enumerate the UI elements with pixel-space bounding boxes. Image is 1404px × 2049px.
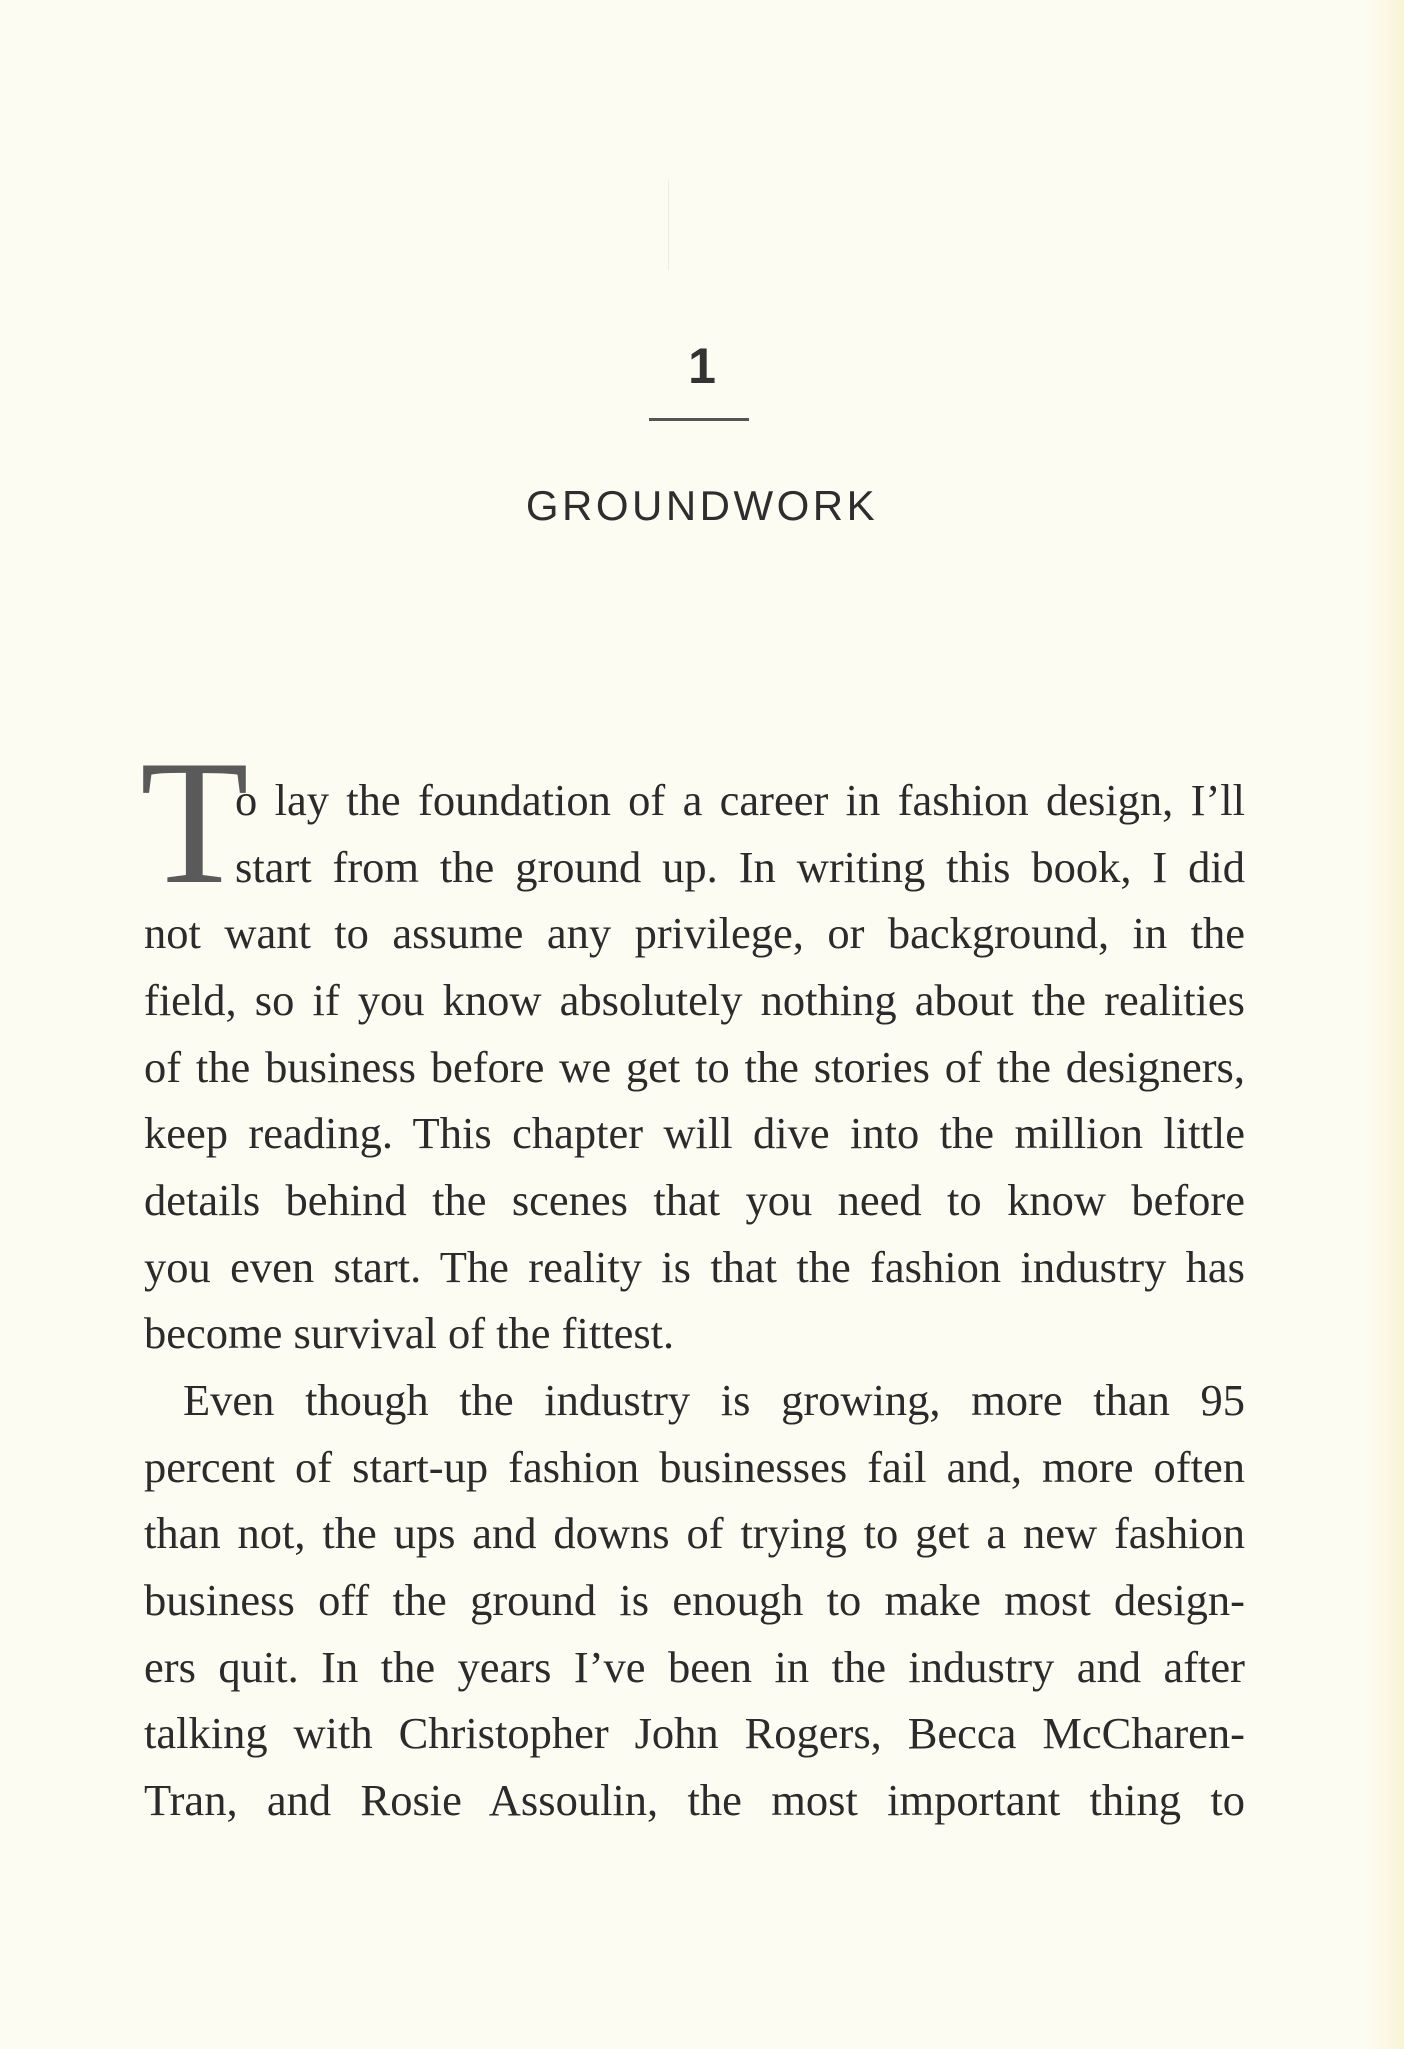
text-line: you even start. The reality is that the fashion industry has [144, 1242, 1245, 1292]
scan-crease [668, 180, 669, 270]
drop-cap: T [140, 723, 249, 921]
chapter-rule-divider [649, 418, 749, 421]
text-line: o lay the foundation of a career in fashion design, I’ll [235, 775, 1245, 825]
text-line: not want to assume any privilege, or background, in the [144, 908, 1245, 958]
text-line: than not, the ups and downs of trying to get a new fashion [144, 1508, 1245, 1558]
text-line: details behind the scenes that you need to know before [144, 1175, 1245, 1225]
text-line: percent of start-up fashion businesses fail and, more often [144, 1442, 1245, 1492]
text-line: start from the ground up. In writing this book, I did [235, 842, 1245, 892]
text-line: business off the ground is enough to make most design- [144, 1575, 1245, 1625]
text-line: ers quit. In the years I’ve been in the industry and after [144, 1642, 1245, 1692]
text-line: of the business before we get to the stories of the designers, [144, 1042, 1245, 1092]
text-line: become survival of the fittest. [144, 1308, 675, 1358]
text-line: keep reading. This chapter will dive into the million little [144, 1108, 1245, 1158]
page-edge-shading [1364, 0, 1404, 2049]
text-line: talking with Christopher John Rogers, Becca McCharen- [144, 1708, 1245, 1758]
text-line: Tran, and Rosie Assoulin, the most important thing to [144, 1775, 1245, 1825]
chapter-title: GROUNDWORK [525, 482, 879, 529]
chapter-number: 1 [688, 338, 716, 394]
text-line: field, so if you know absolutely nothing about the realities [144, 975, 1245, 1025]
text-line: Even though the industry is growing, more than 95 [183, 1375, 1245, 1425]
